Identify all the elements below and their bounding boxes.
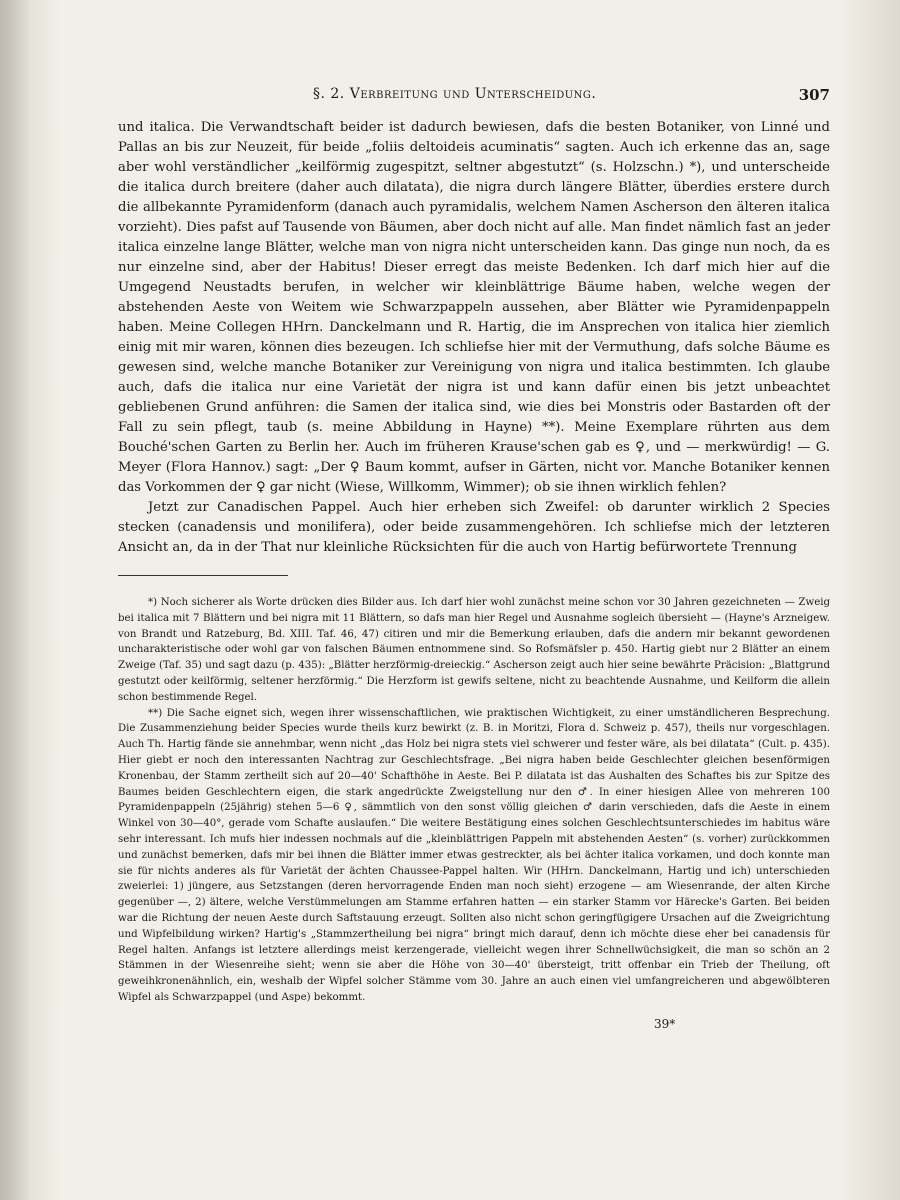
page-number: 307 [798, 86, 830, 104]
main-text [118, 118, 830, 558]
body-paragraph-1: und italica. Die Verwandtschaft beider ist dadurch bewiesen, dafs die besten Botaniker, von Linné und Pallas an bis zur Neuzeit, für beide „foliis deltoideis acuminatis“ sagten. Auch ich erkenne das an, sage aber wohl verständlicher „keilförmig zugespitzt, seltner abgestutzt“ (s. Holzschn.) *), und unterscheide die italica durch breitere (daher auch dilatata), die nigra durch längere Blätter, überdies erstere durch die allbekannte Pyramidenform (danach auch pyramidalis, welchem Namen Ascherson den älteren italica vorzieht). Dies pafst auf Tausende von Bäumen, aber doch nicht auf alle. Man findet nämlich fast an jeder italica einzelne lange Blätter, welche man von nigra nicht unterscheiden kann. Das ginge nun noch, da es nur einzelne sind, aber der Habitus! Dieser erregt das meiste Bedenken. Ich darf mich hier auf die Umgegend Neustadts berufen, in welcher wir kleinblättrige Bäume haben, welche wegen der abstehenden Aeste von Weitem wie Schwarzpappeln aussehen, aber Blätter wie Pyramidenpappeln haben. Meine Collegen HHrn. Danckelmann und R. Hartig, die im Ansprechen von italica hier ziemlich einig mit mir waren, können dies bezeugen. Ich schliefse hier mit der Vermuthung, dafs solche Bäume es gewesen sind, welche manche Botaniker zur Vereinigung von nigra und italica bestimmten. Ich glaube auch, dafs die italica nur eine Varietät der nigra ist und kann dafür einen bis jetzt unbeachtet gebliebenen Grund anführen: die Samen der italica sind, wie dies bei Monstris oder Bastarden oft der Fall zu sein pflegt, taub (s. meine Abbildung in Hayne) **). Meine Exemplare rührten aus dem Bouché'schen Garten zu Berlin her. Auch im früheren Krause'schen gab es ♀, und — merkwürdig! — G. Meyer (Flora Hannov.) sagt: „Der ♀ Baum kommt, aufser in Gärten, nicht vor. Manche Botaniker kennen das Vorkommen der ♀ gar nicht (Wiese, Willkomm, Wimmer); ob sie ihnen wirklich fehlen? [118, 120, 830, 495]
running-head: §. 2. Verbreitung und Unterscheidung. [313, 86, 597, 102]
footnote-1: *) Noch sicherer als Worte drücken dies Bilder aus. Ich darf hier wohl zunächst meine schon vor 30 Jahren gezeichneten — Zweig bei italica mit 7 Blättern und bei nigra mit 11 Blättern, so dafs man hier Regel und Ausnahme sogleich übersieht — (Hayne's Arzneigew. von Brandt und Ratzeburg, Bd. XIII. Taf. 46, 47) citiren und mir die Bemerkung erlauben, dafs die andern mir bekannt gewordenen uncharakteristische oder wohl gar von falschen Bäumen entnommene sind. So Rofsmäfsler p. 450. Hartig giebt nur 2 Blätter an einem Zweige (Taf. 35) und sagt dazu (p. 435): „Blätter herzförmig-dreieckig.“ Ascherson zeigt auch hier seine bewährte Präcision: „Blattgrund gestutzt oder keilförmig, seltener herzförmig.“ Die Herzform ist gewifs seltene, nicht zu beachtende Ausnahme, und Keilform die allein schon bestimmende Regel. [118, 597, 830, 703]
footnote-2: **) Die Sache eignet sich, wegen ihrer wissenschaftlichen, wie praktischen Wichtigkeit, zu einer umständlicheren Besprechung. Die Zusammenziehung beider Species wurde theils kurz bewirkt (z. B. in Moritzi, Flora d. Schweiz p. 457), theils nur vorgeschlagen. Auch Th. Hartig fände sie annehmbar, wenn nicht „das Holz bei nigra stets viel schwerer und fester wäre, als bei dilatata“ (Cult. p. 435). Hier giebt er noch den interessanten Nachtrag zur Geschlechtsfrage. „Bei nigra haben beide Geschlechter gleichen besenförmigen Kronenbau, der Stamm zertheilt sich auf 20—40' Schafthöhe in Aeste. Bei P. dilatata ist das Aushalten des Schaftes bis zur Spitze des Baumes beiden Geschlechtern eigen, die stark angedrückte Zweigstellung nur den ♂. In einer hiesigen Allee von mehreren 100 Pyramidenpappeln (25jährig) stehen 5—6 ♀, sämmtlich von den sonst völlig gleichen ♂ darin verschieden, dafs die Aeste in einem Winkel von 30—40°, gerade vom Schafte auslaufen.“ Die weitere Bestätigung eines solchen Geschlechtsunterschiedes im habitus wäre sehr interessant. Ich mufs hier indessen nochmals auf die „kleinblättrigen Pappeln mit abstehenden Aesten“ (s. vorher) zurückkommen und zunächst bemerken, dafs mir bei ihnen die Blätter immer etwas gestreckter, als bei ächter italica vorkamen, und doch konnte man sie für nichts anderes als für Varietät der ächten Chaussee-Pappel halten. Wir (HHrn. Danckelmann, Hartig und ich) unterschieden zweierlei: 1) jüngere, aus Setzstangen (deren hervorragende Enden man noch sieht) erzogene — am Wiesenrande, der alten Kirche gegenüber —, 2) ältere, welche Verstümmelungen am Stamme erfahren hatten — ein starker Stamm vor Härecke's Garten. Bei beiden war die Richtung der neuen Aeste durch Saftstauung erzeugt. Sollten also nicht schon geringfügigere Ursachen auf die Zweigrichtung und Wipfelbildung wirken? Hartig's „Stammzertheilung bei nigra“ bringt mich darauf, denn ich möchte diese eher bei canadensis für Regel halten. Anfangs ist letztere allerdings meist kerzengerade, vielleicht wegen ihrer Schnellwüchsigkeit, die man so schön an 2 Stämmen in der Wiesenreihe sieht; wenn sie aber die Höhe von 30—40' übersteigt, tritt offenbar ein Trieb der Theilung, oft geweihkronenähnlich, ein, weshalb der Wipfel solcher Stämme vom 30. Jahre an auch einen viel umfangreicheren und abgewölbteren Wipfel als Schwarzpappel (und Aspe) bekommt. [118, 707, 830, 1003]
footnote-rule [118, 575, 288, 576]
body-paragraph-2: Jetzt zur Canadischen Pappel. Auch hier erheben sich Zweifel: ob darunter wirklich 2 Species stecken (canadensis und monilifera), oder beide zusammengehören. Ich schliefse mich der letzteren Ansicht an, da in der That nur kleinliche Rücksichten für die auch von Hartig befürwortete Trennung [118, 500, 830, 555]
signature-mark: 39* [654, 1017, 676, 1031]
binding-shadow [0, 0, 30, 1200]
footnotes [118, 595, 830, 1006]
page-header [118, 86, 830, 108]
